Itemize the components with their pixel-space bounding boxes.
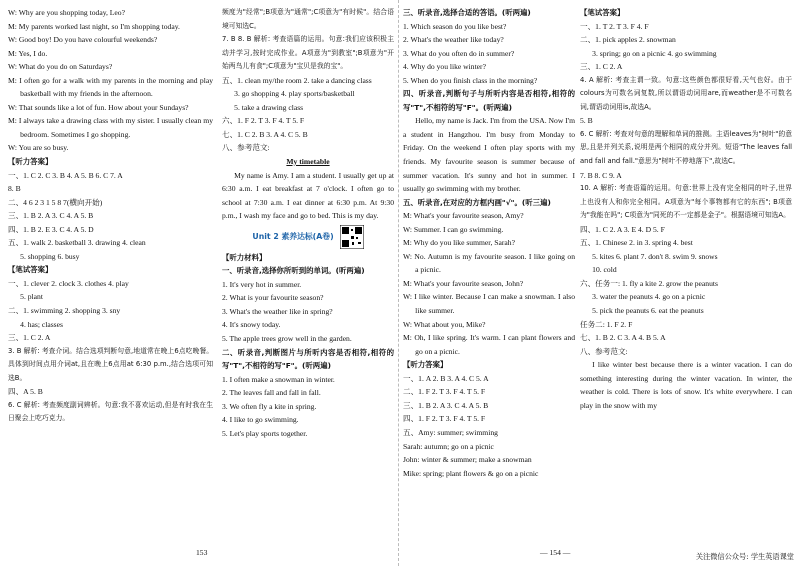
explanation: 3. B 解析: 考查介词。结合选项判断句意,地道常在晚上6点吃晚餐。具体到时间点用介词at,且在晚上6点用at 6:30 p.m.,结合选项可知选B。 (8, 346, 213, 382)
question-instruction: 五、听录音,在对应的方框内画"√"。(听三遍) (403, 197, 551, 207)
answer-line: 三、1. B 2. A 3. C 4. A 5. B (8, 211, 94, 221)
answer-line: 5. take a drawing class (234, 102, 304, 112)
answer-line: 四、1. C 2. A 3. E 4. D 5. F (580, 224, 665, 234)
answer-line: 8. B (8, 184, 21, 194)
answer-line: 5. plant (20, 292, 43, 302)
page-number-left: 153 (196, 548, 208, 557)
column-3 (403, 6, 575, 480)
dialog-line: W: Good boy! Do you have colourful weekends? (8, 35, 158, 45)
answer-line: 四、1. F 2. T 3. F 4. T 5. F (403, 414, 486, 424)
answer-line: 10. cold (592, 265, 617, 275)
answer-line: 3. spring; go on a picnic 4. go swimming (592, 48, 717, 58)
answer-line: 一、1. T 2. T 3. F 4. F (580, 21, 649, 31)
dialog-line: M: I always take a drawing class with my sister. I usually clean my bedroom. Sometimes I go shopping. (8, 116, 213, 139)
question-instruction: 二、听录音,判断图片与所听内容是否相符,相符的写"T",不相符的写"F"。(听两遍) (222, 347, 394, 371)
listening-line: 5. The apple trees grow well in the garden. (222, 334, 352, 344)
explanation: 7. B 8. B 解析: 考查语篇的运用。句意:我们应该积极主动并学习,按时完成作业。A项意为"到教室";B项意为"开始两鸟儿有食";C项意为"宝贝是我的宝"。 (222, 35, 394, 71)
listening-line: 5. Let's play sports together. (222, 428, 308, 438)
answer-line: 六、任务一: 1. fly a kite 2. grow the peanuts (580, 278, 718, 288)
dialog-line: M: My parents worked last night, so I'm shopping today. (8, 21, 180, 31)
answer-line: 四、1. B 2. E 3. C 4. A 5. D (8, 224, 94, 234)
dialog-line: W: You are so busy. (8, 143, 69, 153)
question-instruction: 三、听录音,选择合适的答语。(听两遍) (403, 8, 531, 17)
answer-line: 5. B (580, 116, 593, 126)
answer-line: 六、1. F 2. T 3. F 4. T 5. F (222, 116, 305, 126)
answer-line: 五、1. walk 2. basketball 3. drawing 4. clean (8, 238, 146, 248)
answer-line: 二、1. F 2. T 3. F 4. T 5. F (403, 387, 486, 397)
essay-title: My timetable (286, 157, 330, 167)
listening-line: 5. When do you finish class in the morning? (403, 75, 538, 85)
answer-line: 二、1. pick apples 2. snowman (580, 35, 676, 45)
explanation: 4. A 解析: 考查主谓一致。句意:这些颜色都很好看,天气也好。由于colours为可数名词复数,所以谓语动词用are,而weather是不可数名词,谓语动词用is,故选A。 (580, 75, 792, 111)
answer-line: Mike: spring; plant flowers & go on a picnic (403, 468, 539, 478)
answer-line: 五、Amy: summer; swimming (403, 427, 498, 437)
section-heading: 【听力答案】 (8, 157, 53, 167)
section-heading: 【听力材料】 (222, 252, 267, 262)
section-heading: 【笔试答案】 (580, 8, 625, 17)
listening-line: 1. It's very hot in summer. (222, 279, 302, 289)
column-1 (8, 6, 213, 426)
listening-line: 2. The leaves fall and fall in fall. (222, 388, 321, 398)
listening-line: 3. We often fly a kite in spring. (222, 401, 317, 411)
footer-note: 关注微信公众号: 学生英语课堂 (695, 552, 794, 561)
dialog-line: M: Yes, I do. (8, 48, 48, 58)
section-heading: 【听力答案】 (403, 360, 448, 370)
answer-line: 7. B 8. C 9. A (580, 170, 622, 180)
answer-line: 5. pick the peanuts 6. eat the peanuts (592, 306, 704, 316)
listening-line: 1. Which season do you like best? (403, 21, 507, 31)
dialog-line: M: Oh, I like spring. It's warm. I can plant flowers and go on a picnic. (403, 333, 575, 356)
listening-line: 4. Why do you like winter? (403, 62, 486, 72)
answer-line: 一、1. A 2. B 3. A 4. C 5. A (403, 373, 489, 383)
answer-line: 三、1. B 2. A 3. C 4. A 5. B (403, 400, 489, 410)
answer-line: 任务二: 1. F 2. F (580, 319, 633, 329)
dialog-line: W: That sounds like a lot of fun. How about your Sundays? (8, 102, 189, 112)
dialog-line: W: Why are you shopping today, Leo? (8, 8, 125, 17)
listening-line: 4. I like to go swimming. (222, 415, 299, 425)
column-4 (580, 6, 792, 412)
answer-line: 3. go shopping 4. play sports/basketball (234, 89, 355, 99)
page-gutter (398, 0, 399, 566)
dialog-line: W: What do you do on Saturdays? (8, 62, 113, 72)
dialog-line: M: What's your favourite season, Amy? (403, 211, 524, 221)
listening-line: 4. It's snowy today. (222, 320, 281, 330)
column-2 (222, 6, 394, 440)
answer-line: John: winter & summer; make a snowman (403, 455, 532, 465)
question-instruction: 一、听录音,选择你所听到的单词。(听两遍) (222, 266, 365, 276)
answer-line: 二、1. swimming 2. shopping 3. sny (8, 306, 121, 316)
listening-line: 1. I often make a snowman in winter. (222, 374, 335, 384)
answer-line: 五、1. Chinese 2. in 3. spring 4. best (580, 238, 693, 248)
essay-body: I like winter best because there is a winter vacation. I can do something interesting during the winter vacation. In winter, the weather is cold. There is lots of snow. It's white everywhere. I can play in the snow with my (580, 360, 792, 410)
answer-line: 八、参考范文: (222, 143, 270, 153)
listening-line: 3. What do you often do in summer? (403, 48, 515, 58)
unit-title: Unit 2 素养达标(A卷) (252, 231, 334, 241)
page-number-right: — 154 — (540, 548, 571, 557)
dialog-line: W: No. Autumn is my favourite season. I like going on a picnic. (403, 251, 575, 275)
answer-line: 一、1. C 2. C 3. B 4. A 5. B 6. C 7. A (8, 170, 123, 180)
dialog-line: M: Why do you like summer, Sarah? (403, 238, 515, 248)
listening-line: 2. What's the weather like today? (403, 35, 504, 45)
explanation: 6. C 解析: 考查对句意的理解和单词的推测。主语leaves为"树叶"的意思,且是并列关系,说明是两个相同的成分并列。短语"The leaves fall and fall and fall."意思为"树叶不停地落下",故选C。 (580, 129, 792, 166)
dialog-line: M: What's your favourite season, John? (403, 278, 524, 288)
dialog-line: M: I often go for a walk with my parents in the morning and play basketball with my friends in the afternoon. (8, 75, 213, 99)
answer-line: 5. kites 6. plant 7. don't 8. swim 9. snows (592, 251, 718, 261)
explanation: 10. A 解析: 考查语篇的运用。句意:世界上没有完全相同的叶子,世界上也没有人和你完全相同。A项意为"每个事物都有它的东西"; B项意为"我能在吗"; C项意为"同死的不一定都是金子"。根据语境可知选A。 (580, 184, 792, 220)
answer-line: 一、1. clever 2. clock 3. clothes 4. play (8, 278, 129, 288)
qr-code-icon (340, 225, 364, 249)
dialog-line: W: Summer. I can go swimming. (403, 224, 504, 234)
answer-line: Sarah: autumn; go on a picnic (403, 441, 494, 451)
question-instruction: 四、听录音,判断句子与所听内容是否相符,相符的写"T",不相符的写"F"。(听两遍) (403, 89, 575, 112)
answer-line: 五、1. clean my/the room 2. take a dancing class (222, 75, 372, 85)
dialog-line: W: I like winter. Because I can make a snowman. I also like summer. (403, 292, 575, 316)
answer-line: 三、1. C 2. A (8, 333, 51, 343)
answer-line: 3. water the peanuts 4. go on a picnic (592, 292, 706, 302)
answer-line: 八、参考范文: (580, 346, 628, 356)
answer-line: 二、4 6 2 3 1 5 8 7(横向开始) (8, 197, 103, 207)
listening-passage: Hello, my name is Jack. I'm from the USA. Now I'm a student in Hangzhou. I'm busy from Monday to Friday. On the weekend I often play sports with my friends. My favourite season is summer because of summer vacation. It's sunny and hot in summer. I usually go swimming with my brother. (403, 116, 576, 194)
answer-line: 七、1. B 2. C 3. A 4. B 5. A (580, 333, 666, 343)
listening-line: 2. What is your favourite season? (222, 293, 324, 303)
unit-header (222, 223, 394, 251)
essay-body: My name is Amy. I am a student. I usually get up at 6:30 a.m. I eat breakfast at 7 o'clock. I often go to school at 7:30 a.m. I eat dinner at 6:30 p.m. At 9:30 p.m., I wash my face and go to bed. This is my day. (222, 170, 394, 221)
answer-line: 四、A 5. B (8, 387, 43, 397)
section-heading: 【笔试答案】 (8, 265, 53, 275)
answer-line: 七、1. C 2. B 3. A 4. C 5. B (222, 129, 308, 139)
answer-line: 三、1. C 2. A (580, 62, 623, 72)
listening-line: 3. What's the weather like in spring? (222, 306, 333, 316)
explanation: 频度为"经常";B项意为"通常";C项意为"有时候"。结合语境可知选C。 (222, 8, 394, 30)
answer-line: 4. has; classes (20, 319, 63, 329)
dialog-line: W: What about you, Mike? (403, 319, 486, 329)
answer-line: 5. shopping 6. busy (20, 251, 80, 261)
explanation: 6. C 解析: 考查频度副词辨析。句意:我不喜欢运动,但是有时我在生日聚会上吃巧克力。 (8, 400, 213, 423)
